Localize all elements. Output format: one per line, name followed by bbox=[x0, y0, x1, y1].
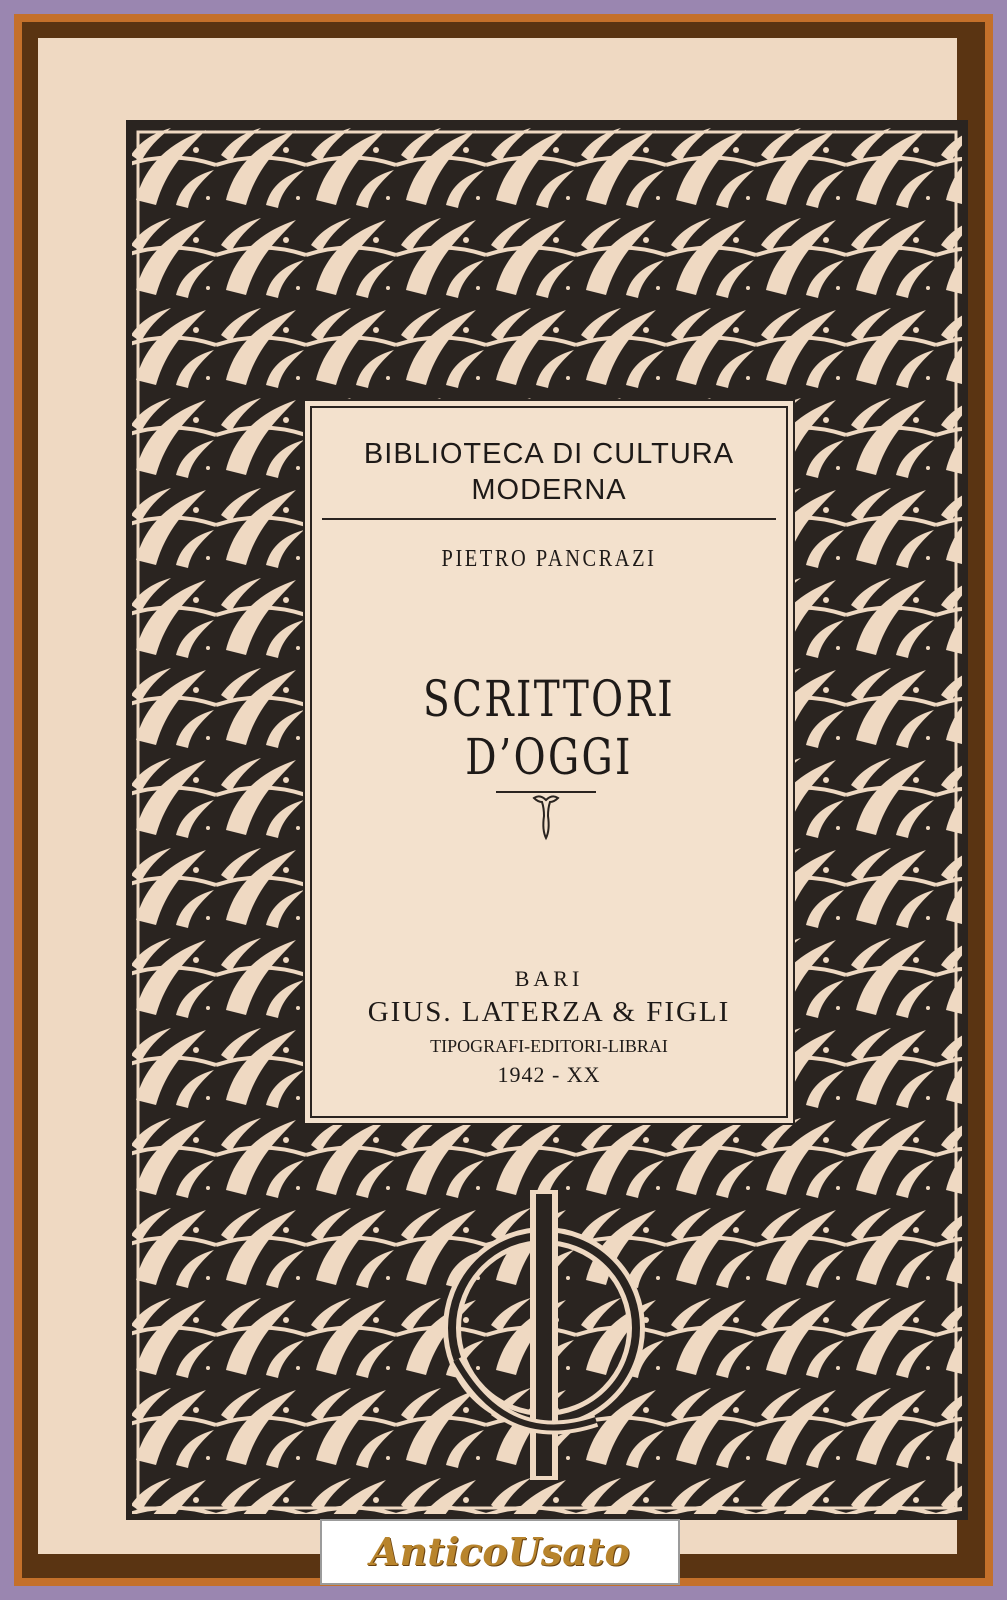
book-cover bbox=[38, 38, 957, 1554]
series-title bbox=[312, 436, 786, 508]
fleuron-divider-icon bbox=[496, 786, 596, 842]
publication-year: 1942 - XX bbox=[497, 1062, 601, 1087]
publisher-name: GIUS. LATERZA & FIGLI bbox=[367, 996, 731, 1028]
book-title: SCRITTORI D’OGGI bbox=[423, 670, 675, 786]
publisher-city: BARI bbox=[514, 966, 584, 991]
series-line-2: MODERNA bbox=[471, 474, 627, 506]
series-divider bbox=[322, 518, 776, 520]
publisher-trades: TIPOGRAFI-EDITORI-LIBRAI bbox=[430, 1036, 668, 1056]
author-name: PIETRO PANCRAZI bbox=[441, 546, 657, 572]
watermark-logo: AnticoUsato bbox=[320, 1519, 680, 1585]
title-panel bbox=[310, 406, 788, 1118]
series-line-1: BIBLIOTECA DI CULTURA bbox=[363, 438, 735, 470]
